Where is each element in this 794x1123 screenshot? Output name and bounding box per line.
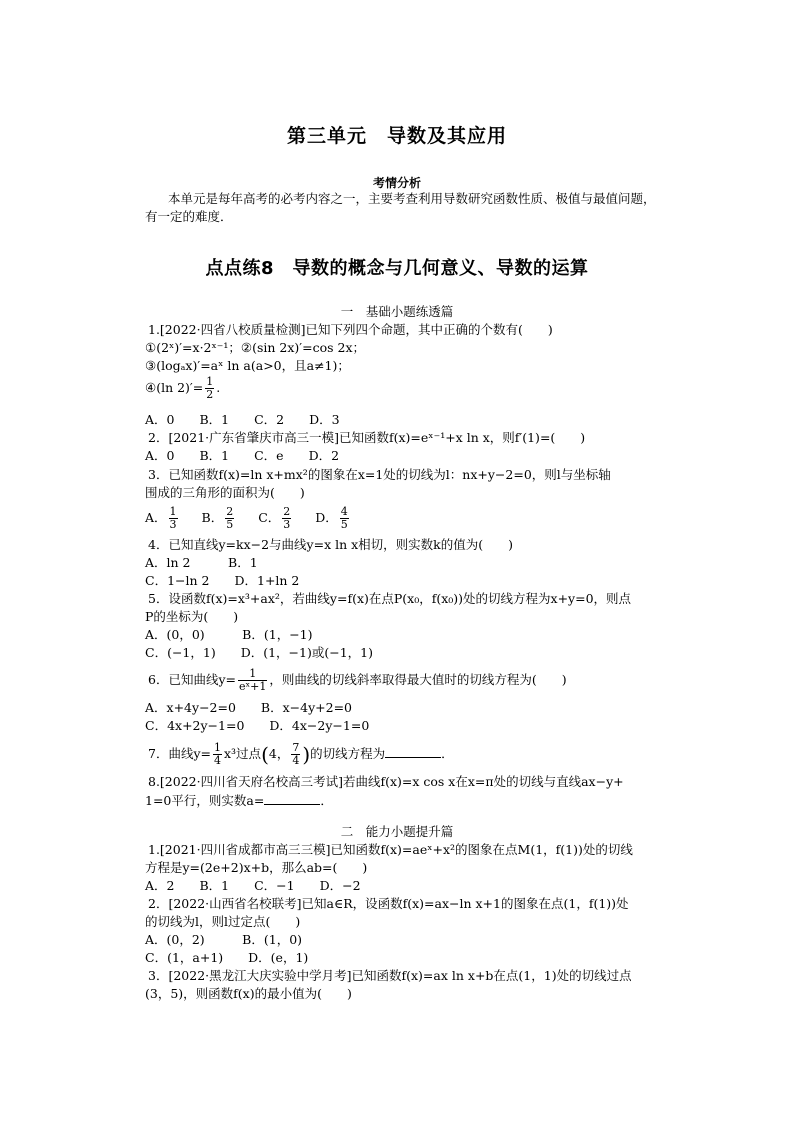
p1-q6-prefix: 6．已知曲线y= xyxy=(148,672,236,687)
option-fraction xyxy=(340,506,349,531)
p1-q4-options-2: C．1−ln 2 D．1+ln 2 xyxy=(145,573,300,588)
frac-denominator: eˣ+1 xyxy=(239,680,267,693)
p1-q6-options-1: A．x+4y−2=0 B．x−4y+2=0 xyxy=(145,700,352,715)
p2-q1-stem-line-2: 方程是y=(2e+2)x+b，那么ab=( ) xyxy=(145,860,368,875)
frac-numerator: 2 xyxy=(226,505,234,518)
p1-q7-end: ． xyxy=(441,746,454,761)
option-letter: B． xyxy=(201,510,224,525)
p1-q5-stem-line-1: 5．设函数f(x)=x³+ax²，若曲线y=f(x)在点P(x₀，f(x₀))处的切线方程为x+y=0，则点 xyxy=(148,591,632,606)
option-fraction xyxy=(169,506,178,531)
frac-denominator: 3 xyxy=(169,518,177,531)
p2-q2-stem-line-1: 2．[2022·山西省名校联考]已知a∈R，设函数f(x)=ax−ln x+1的图象在点(1，f(1))处 xyxy=(148,896,629,911)
p1-q3-stem-line-2: 围成的三角形的面积为( ) xyxy=(145,485,305,500)
p1-q1-c-fraction xyxy=(205,376,214,401)
p2-q1-options: A．2 B．1 C．−1 D．−2 xyxy=(145,878,361,893)
p1-q3-option-c xyxy=(258,506,293,531)
frac-numerator: 1 xyxy=(206,375,214,388)
left-paren: ( xyxy=(261,742,269,767)
p1-q1-statement-b: ③(logₐx)′=aˣ ln a(a>0，且a≠1)； xyxy=(145,358,350,373)
p1-q5-stem-line-2: P的坐标为( ) xyxy=(145,609,239,624)
p1-q3-option-d xyxy=(315,506,351,531)
p1-q3-options xyxy=(145,506,369,531)
p1-q6-fraction xyxy=(238,668,267,693)
analysis-paragraph-line-1: 本单元是每年高考的必考内容之一，主要考查利用导数研究函数性质、极值与最值问题， xyxy=(168,191,656,206)
p1-q3-option-a xyxy=(145,506,180,531)
p1-q8-end: ． xyxy=(320,793,333,808)
frac-denominator: 4 xyxy=(292,754,300,767)
p1-q4-options-1: A．ln 2 B．1 xyxy=(145,555,258,570)
p1-q1-statement-c xyxy=(145,376,220,401)
p1-q7-suffix: 的切线方程为 xyxy=(310,746,386,761)
p2-q2-options-1: A．(0，2) B．(1，0) xyxy=(145,932,303,947)
frac-denominator: 2 xyxy=(206,388,214,401)
p1-q1-c-suffix: . xyxy=(216,380,221,395)
frac-denominator: 4 xyxy=(214,754,221,767)
option-letter: C． xyxy=(258,510,281,525)
p1-q6-options-2: C．4x+2y−1=0 D．4x−2y−1=0 xyxy=(145,718,370,733)
part2-heading: 二 能力小题提升篇 xyxy=(340,824,454,839)
p1-q8-stem-line-2 xyxy=(145,792,333,809)
p1-q7-fraction-2 xyxy=(291,742,300,767)
p2-q3-stem-line-2: (3，5)，则函数f(x)的最小值为( ) xyxy=(145,986,352,1001)
frac-numerator: 4 xyxy=(340,505,348,518)
frac-denominator: 3 xyxy=(283,518,291,531)
p1-q1-stem: 1.[2022·四省八校质量检测]已知下列四个命题，其中正确的个数有( ) xyxy=(148,322,553,337)
p1-q5-options-2: C．(−1，1) D．(1，−1)或(−1，1) xyxy=(145,645,373,660)
unit-title: 第三单元 导数及其应用 xyxy=(286,125,507,147)
right-paren: ) xyxy=(302,742,311,767)
answer-blank xyxy=(385,745,441,758)
frac-numerator: 1 xyxy=(238,668,267,681)
p2-q1-stem-line-1: 1.[2021·四川省成都市高三三模]已知函数f(x)=aeˣ+x²的图象在点M(1，f(1))处的切线 xyxy=(148,842,633,857)
p1-q2-stem: 2．[2021·广东省肇庆市高三一模]已知函数f(x)=eˣ⁻¹+x ln x，则f′(1)=( ) xyxy=(148,430,586,445)
p1-q7-stem xyxy=(148,742,454,767)
p1-q8-stem-line-1: 8.[2022·四川省天府名校高三考试]若曲线f(x)=x cos x在x=π处的切线与直线ax−y+ xyxy=(148,774,624,789)
p1-q7-prefix: 7．曲线y= xyxy=(148,746,211,761)
p1-q7-point-a: 4， xyxy=(268,746,290,761)
p2-q3-stem-line-1: 3．[2022·黑龙江大庆实验中学月考]已知函数f(x)=ax ln x+b在点(1，1)处的切线过点 xyxy=(148,968,632,983)
answer-blank xyxy=(264,792,320,805)
analysis-paragraph-line-2: 有一定的难度． xyxy=(145,209,233,224)
p1-q5-options-1: A．(0，0) B．(1，−1) xyxy=(145,627,313,642)
p1-q8-text: 1=0平行，则实数a= xyxy=(145,793,265,808)
part1-heading: 一 基础小题练透篇 xyxy=(340,304,454,319)
p1-q3-option-b xyxy=(202,506,237,531)
frac-numerator: 7 xyxy=(292,741,300,754)
p1-q7-middle: x³过点 xyxy=(224,746,262,761)
p1-q3-stem-line-1: 3．已知函数f(x)=ln x+mx²的图象在x=1处的切线为l：nx+y−2=0，则l与坐标轴 xyxy=(148,467,611,482)
frac-denominator: 5 xyxy=(226,518,234,531)
p1-q6-suffix: ，则曲线的切线斜率取得最大值时的切线方程为( ) xyxy=(269,672,567,687)
p1-q1-c-prefix: ④(ln 2)′= xyxy=(145,380,204,395)
frac-numerator: 1 xyxy=(214,741,221,754)
p1-q1-statement-a: ①(2ˣ)′=x·2ˣ⁻¹；②(sin 2x)′=cos 2x； xyxy=(145,340,366,355)
option-fraction xyxy=(225,506,234,531)
p2-q2-stem-line-2: 的切线为l，则l过定点( ) xyxy=(145,914,301,929)
analysis-heading: 考情分析 xyxy=(372,176,421,190)
p1-q1-options: A．0 B．1 C．2 D．3 xyxy=(145,412,340,427)
p2-q2-options-2: C．(1，a+1) D．(e，1) xyxy=(145,950,309,965)
option-fraction xyxy=(282,506,291,531)
frac-numerator: 1 xyxy=(169,505,177,518)
p1-q7-fraction-1 xyxy=(213,742,222,767)
option-letter: A． xyxy=(145,510,167,525)
frac-numerator: 2 xyxy=(283,505,291,518)
p1-q4-stem: 4．已知直线y=kx−2与曲线y=x ln x相切，则实数k的值为( ) xyxy=(148,537,513,552)
option-letter: D． xyxy=(315,510,338,525)
section-title: 点点练8 导数的概念与几何意义、导数的运算 xyxy=(205,258,589,279)
p1-q6-stem xyxy=(148,668,567,693)
p1-q2-options: A．0 B．1 C．e D．2 xyxy=(145,448,340,463)
frac-denominator: 5 xyxy=(340,518,348,531)
